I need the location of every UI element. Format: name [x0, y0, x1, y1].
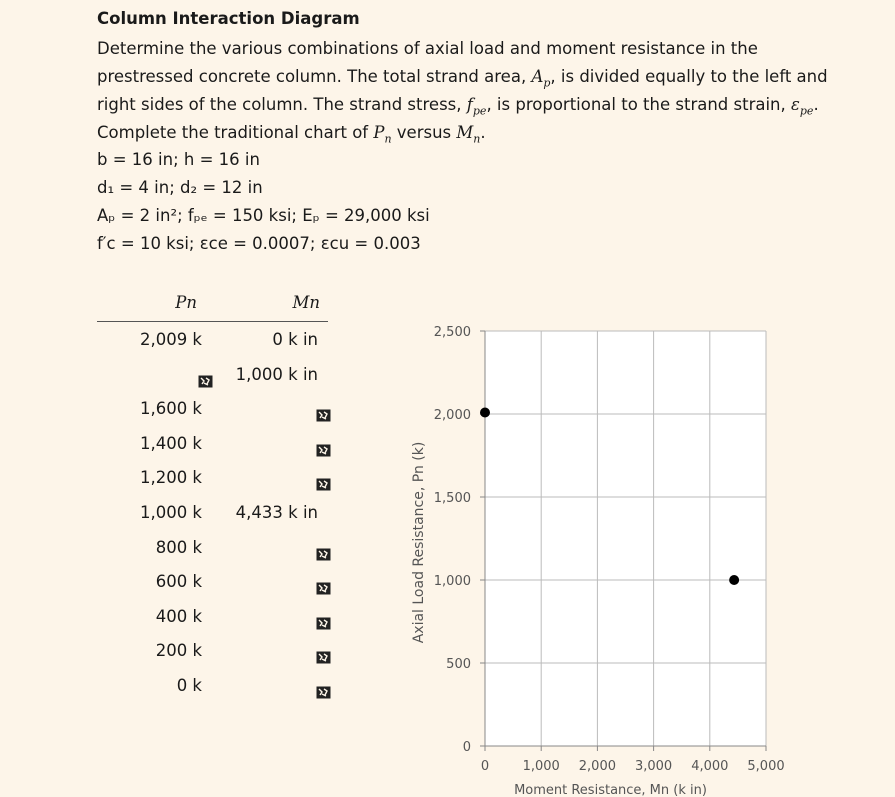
- pn-cell: 1,400 k: [139, 433, 202, 453]
- given-strains: f′c = 10 ksi; εce = 0.0007; εcu = 0.003: [97, 234, 421, 253]
- pn-cell: 1,000 k: [139, 502, 202, 522]
- y-axis-label: Axial Load Resistance, Pn (k): [411, 441, 427, 644]
- x-tick-label: 4,000: [691, 759, 729, 774]
- given-strand: Aₚ = 2 in²; fₚₑ = 150 ksi; Eₚ = 29,000 ksi: [97, 206, 430, 225]
- data-point: [480, 408, 490, 418]
- data-point: [729, 575, 739, 585]
- x-tick-label: 3,000: [634, 759, 673, 774]
- pn-cell: 1,200 k: [139, 468, 202, 488]
- problem-title: Column Interaction Diagram: [97, 9, 360, 28]
- x-tick-label: 5,000: [747, 759, 785, 774]
- header-mn: Mn: [292, 293, 320, 312]
- pn-cell: 1,600 k: [139, 399, 202, 419]
- y-tick-label: 0: [462, 740, 471, 755]
- pn-cell: 800 k: [155, 537, 202, 557]
- pn-cell: 200 k: [155, 641, 202, 661]
- pn-cell: 400 k: [155, 606, 202, 626]
- given-dimensions: b = 16 in; h = 16 in: [97, 150, 260, 169]
- mn-cell: 1,000 k in: [235, 364, 318, 384]
- x-tick-label: 2,000: [578, 759, 617, 774]
- x-tick-label: 0: [480, 759, 490, 774]
- pn-cell: 2,009 k: [139, 330, 202, 349]
- y-tick-label: 500: [446, 657, 471, 672]
- y-tick-label: 2,500: [433, 325, 471, 340]
- x-axis-label: Moment Resistance, Mn (k in): [514, 783, 707, 797]
- mn-cell: 0 k in: [272, 330, 318, 349]
- mn-cell: 4,433 k in: [235, 502, 318, 522]
- pn-cell: 600 k: [155, 572, 202, 592]
- y-tick-label: 2,000: [433, 408, 471, 423]
- y-tick-label: 1,500: [433, 491, 471, 506]
- header-pn: Pn: [175, 293, 197, 312]
- problem-statement: Determine the various combinations of axial load and moment resistance in the prestressed concrete column. The total strand area, $A_p$, is divided equally to the left and right sides of the column. The strand stress, $f_{pe}$, is proportional to the strand strain, $\varepsilon_{pe}$. Complete the traditional chart of $P_n$ versus $M_n$.: [97, 39, 828, 146]
- y-tick-label: 1,000: [433, 574, 471, 589]
- plot-area: [485, 331, 766, 746]
- pn-cell: 0 k: [176, 675, 202, 695]
- x-tick-label: 1,000: [522, 759, 560, 774]
- given-depths: d₁ = 4 in; d₂ = 12 in: [97, 178, 263, 197]
